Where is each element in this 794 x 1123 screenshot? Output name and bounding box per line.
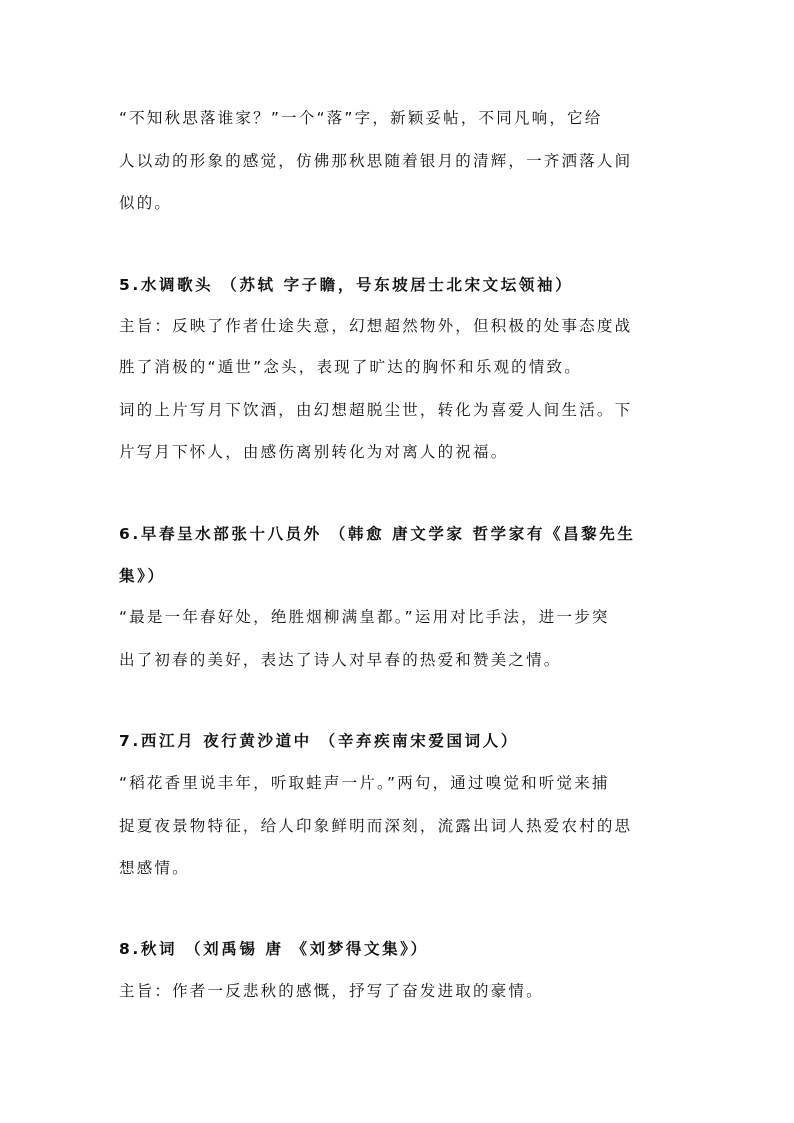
section-heading-5: 5.水调歌头 （苏轼 字子瞻，号东坡居士北宋文坛领袖） — [119, 276, 574, 294]
section-heading-6: 6.早春呈水部张十八员外 （韩愈 唐文学家 哲学家有《昌黎先生 — [119, 525, 636, 543]
paragraph-line: 词的上片写月下饮酒，由幻想超脱尘世，转化为喜爱人间生活。下 — [119, 401, 633, 419]
paragraph-line: 胜了消极的“遁世”念头，表现了旷达的胸怀和乐观的情致。 — [119, 358, 582, 376]
paragraph-line: “最是一年春好处，绝胜烟柳满皇都。”运用对比手法，进一步突 — [119, 608, 610, 626]
paragraph-line: 出了初春的美好，表达了诗人对早春的热爱和赞美之情。 — [119, 651, 562, 669]
paragraph-line: 人以动的形象的感觉，仿佛那秋思随着银月的清辉，一齐洒落人间 — [119, 152, 633, 170]
section-heading-6-continued: 集》） — [119, 567, 166, 585]
paragraph-line: 主旨：反映了作者仕途失意，幻想超然物外，但积极的处事态度战 — [119, 317, 633, 335]
document-page — [119, 0, 679, 1123]
paragraph-line: 想感情。 — [119, 859, 190, 877]
paragraph-line: 片写月下怀人，由感伤离别转化为对离人的祝福。 — [119, 443, 509, 461]
section-heading-8: 8.秋词 （刘禹锡 唐 《刘梦得文集》） — [119, 940, 429, 958]
paragraph-line: 似的。 — [119, 194, 173, 212]
section-heading-7: 7.西江月 夜行黄沙道中 （辛弃疾南宋爱国词人） — [119, 732, 519, 750]
paragraph-line: 主旨：作者一反悲秋的感慨，抒写了奋发进取的豪情。 — [119, 982, 544, 1000]
paragraph-line: “不知秋思落谁家？”一个“落”字，新颖妥帖，不同凡响，它给 — [119, 109, 603, 127]
paragraph-line: “稻花香里说丰年，听取蛙声一片。”两句，通过嗅觉和听觉来捕 — [119, 774, 610, 792]
paragraph-line: 捉夏夜景物特征，给人印象鲜明而深刻，流露出词人热爱农村的思 — [119, 817, 633, 835]
